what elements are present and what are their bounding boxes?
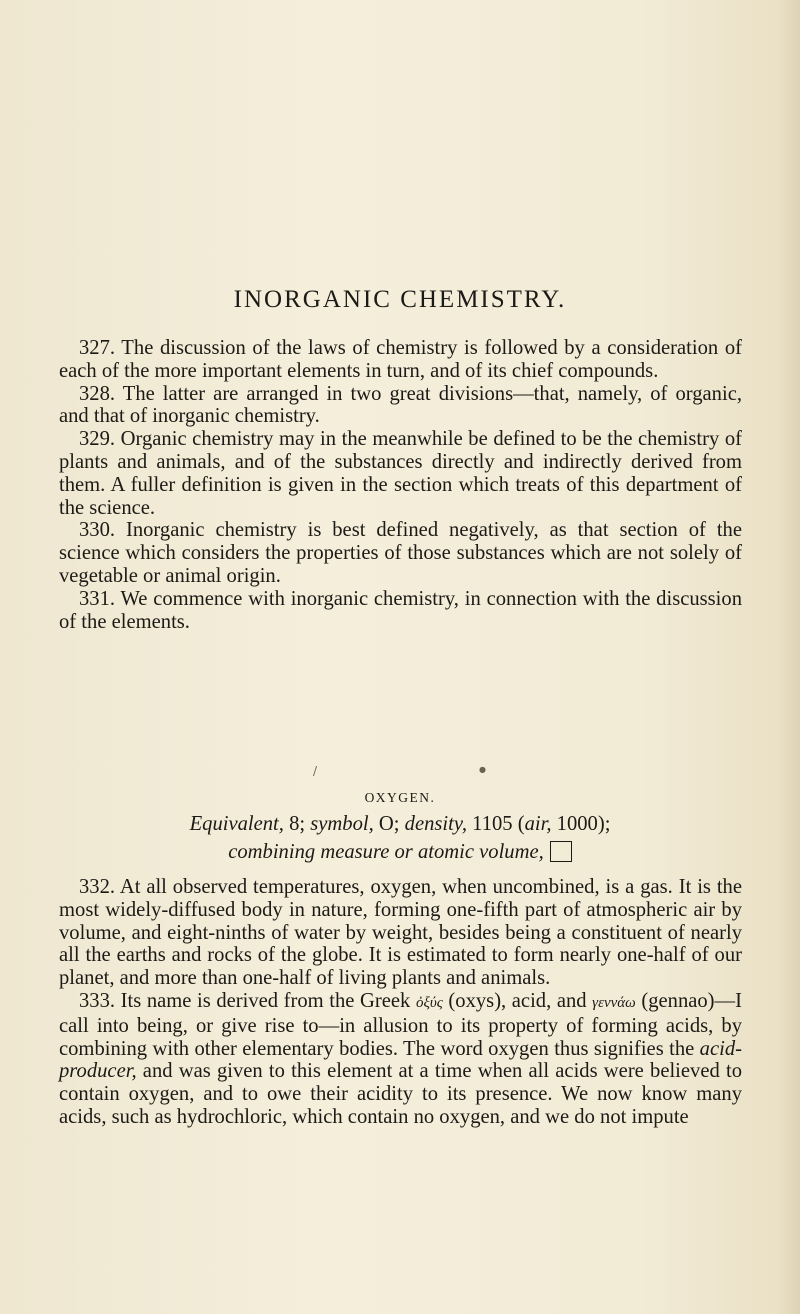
paragraph-number: 332. — [79, 876, 116, 898]
symbol-label: symbol, — [310, 813, 374, 835]
paragraph-327 — [59, 337, 742, 383]
oxygen-properties-line — [0, 812, 800, 836]
paragraph-number: 328. — [79, 382, 116, 405]
oxygen-combining-line — [0, 840, 800, 864]
paragraph-332 — [59, 876, 742, 990]
atomic-volume-square-icon — [550, 841, 572, 862]
paragraph-number: 330. — [79, 519, 116, 542]
symbol-value: O; — [373, 813, 405, 835]
paragraph-number: 333. — [79, 989, 116, 1012]
paragraph-text: Inorganic chemistry is best defined negatively, as that section of the science which considers the properties of those substances which are not solely of vegetable or animal origin. — [59, 519, 742, 587]
equivalent-label: Equivalent, — [189, 813, 284, 835]
equivalent-value: 8; — [283, 813, 311, 835]
combining-label: combining measure or atomic volume, — [228, 841, 544, 863]
density-label: density, — [404, 813, 468, 835]
ink-speck: ● — [479, 765, 486, 774]
paragraph-text: Organic chemistry may in the meanwhile be defined to be the chemistry of plants and animals, and of the substances directly and indirectly derived from them. A fuller definition is given in the section which treats of this department of the science. — [59, 428, 742, 519]
paragraph-number: 331. — [79, 587, 116, 610]
paragraph-330 — [59, 519, 742, 587]
paragraph-329 — [59, 428, 742, 519]
oxygen-paragraphs — [59, 876, 742, 1129]
paragraph-333 — [59, 990, 742, 1129]
paragraph-text: The latter are arranged in two great divisions—that, namely, of organic, and that of inorganic chemistry. — [59, 382, 742, 428]
running-head: INORGANIC CHEMISTRY. — [233, 286, 567, 313]
paragraph-number: 327. — [79, 337, 116, 359]
air-value: 1000); — [551, 813, 611, 835]
section-title-oxygen: OXYGEN. — [364, 790, 436, 805]
paragraph-331 — [59, 588, 742, 634]
air-label: air, — [524, 813, 552, 835]
paragraph-text: At all observed temperatures, oxygen, when uncombined, is a gas. It is the most widely-diffused body in nature, forming one-fifth part of atmospheric air by volume, and eight-ninths of water by weight, besides being a constituent of nearly all the earths and rocks of the globe. It is estimated to form nearly one-half of our planet, and more than one-half of living plants and animals. — [59, 876, 742, 990]
greek-word-oxys: ὀξύς — [415, 994, 443, 1011]
density-value: 1105 ( — [467, 813, 525, 835]
paragraph-text-part3: (gennao)—I call into being, or give rise to—in allusion to its property of forming acids, by combining with other elementary bodies. The word oxygen thus signifies the — [59, 989, 742, 1060]
paragraph-text-part1: Its name is derived from the Greek — [115, 989, 416, 1012]
paragraph-text-part2: (oxys), acid, and — [442, 989, 593, 1012]
paragraph-text: We commence with inorganic chemistry, in connection with the discussion of the elements. — [59, 587, 742, 633]
intro-paragraphs — [59, 337, 742, 633]
paragraph-328 — [59, 383, 742, 429]
paragraph-text: The discussion of the laws of chemistry is followed by a consideration of each of the more important elements in turn, and of its chief compounds. — [59, 337, 742, 382]
paragraph-number: 329. — [79, 428, 116, 451]
ink-speck: / — [313, 764, 318, 778]
italic-acid-producer: acid-producer, — [59, 1037, 742, 1083]
greek-word-gennao: γεννάω — [592, 994, 636, 1011]
page-edge-shadow — [778, 0, 800, 1314]
paragraph-text-part4: and was given to this element at a time when all acids were believed to contain oxygen, and to owe their acidity to its presence. We now know many acids, such as hydrochloric, which contain no oxygen, and we do not impute — [59, 1060, 742, 1128]
